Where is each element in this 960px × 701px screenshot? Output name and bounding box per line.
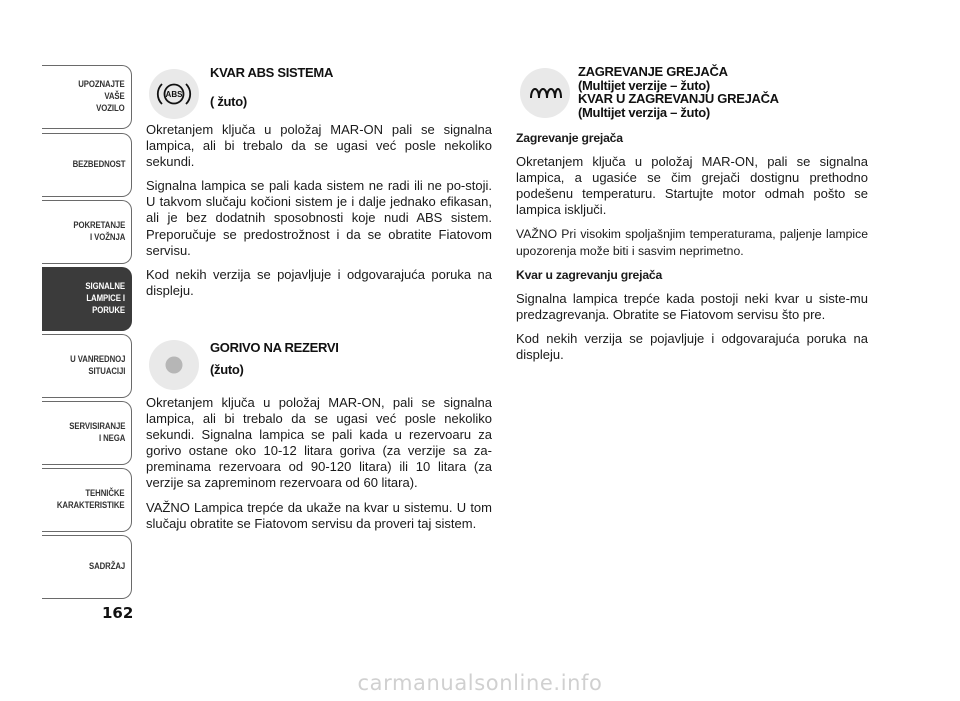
fuel-paragraph: VAŽNO Lampica trepće da ukaže na kvar u sistemu. U tom slučaju obratite se Fiatovom servisu da proveri taj sistem. [146,499,492,531]
glow-subheading: Zagrevanje grejača [516,131,623,145]
fuel-color-note: (žuto) [210,362,244,378]
tab-label: SADRŽAJ [88,561,125,572]
tab-sadrzaj[interactable] [42,535,132,599]
tab-bezbednost[interactable] [42,133,132,197]
tab-label: POKRETANJE I VOŽNJA [73,220,125,243]
abs-title: KVAR ABS SISTEMA [210,65,334,80]
abs-paragraph: Okretanjem ključa u položaj MAR-ON pali se signalna lampica, ali bi trebalo da se ugasi već posle nekoliko sekundi. [146,122,492,170]
glow-section-header [516,64,868,130]
tab-label: SIGNALNE LAMPICE I PORUKE [85,281,125,316]
glow-title-line: KVAR U ZAGREVANJU GREJAČA [578,91,779,106]
tab-label: BEZBEDNOST [72,159,125,170]
tab-tehnicke-karakteristike[interactable] [42,468,132,532]
abs-section-header [146,64,492,122]
glow-paragraph: Signalna lampica trepće kada postoji neki kvar u siste-mu predzagrevanja. Obratite se Fiatovom servisu što pre. [516,290,868,322]
glow-title-line: (Multijet verzija – žuto) [578,104,710,120]
glow-paragraph: Kod nekih verzija se pojavljuje i odgovarajuća poruka na displeju. [516,330,868,363]
abs-color-note: ( žuto) [210,93,247,109]
right-column [516,64,868,363]
fuel-paragraph: Okretanjem ključa u položaj MAR-ON, pali se signalna lampica, ali bi trebalo da se ugasi već posle nekoliko sekundi. Signalna lampica se pali kada u rezervoaru za gorivo ostane oko 10-12 litara goriva (za verzije sa za-preminama rezervoara od 90-120 litara) ili 10 litara (za verzije sa zapreminom rezervoara od 60 litara). [146,394,492,491]
glow-title-line: (Multijet verzije – žuto) [578,77,710,93]
fuel-reserve-icon [149,340,199,390]
tab-u-vanrednoj-situaciji[interactable] [42,334,132,398]
glow-subheading: Kvar u zagrevanju grejača [516,267,663,282]
glow-note: VAŽNO Pri visokim spoljašnjim temperaturama, paljenje lampice upozorenja može biti i sasvim neprimetno. [516,227,868,258]
tab-signalne-lampice-i-poruke[interactable] [42,267,132,331]
svg-text:ABS: ABS [165,90,183,99]
fuel-title: GORIVO NA REZERVI [210,339,339,355]
glow-title-line: ZAGREVANJE GREJAČA [578,64,728,79]
tab-label: SERVISIRANJE I NEGA [68,421,125,444]
page-number: 162 [102,604,134,622]
glow-plug-icon [520,68,570,118]
abs-paragraph: Kod nekih verzija se pojavljuje i odgovarajuća poruka na displeju. [146,266,492,298]
tab-label: U VANREDNOJ SITUACIJI [69,354,125,377]
tab-pokretanje-i-voznja[interactable] [42,200,132,264]
watermark: carmanualsonline.info [357,671,603,695]
glow-paragraph: Okretanjem ključa u položaj MAR-ON, pali se signalna lampica, a ugasiće se čim grejači dostignu prethodno podešenu temperaturu. Startujte motor odmah pošto se lampica isključi. [516,154,868,218]
abs-warning-icon [149,69,199,119]
tab-label: UPOZNAJTE VAŠE VOZILO [78,79,125,114]
tab-label: TEHNIČKE KARAKTERISTIKE [57,488,125,511]
abs-paragraph: Signalna lampica se pali kada sistem ne radi ili ne po-stoji. U takvom slučaju kočioni sistem je i dalje jednako efikasan, ali je bez dodatnih sposobnosti koje nudi ABS sistem. Preporučuje se predostrožnost i da se obratite Fiatovom servisu. [146,178,492,258]
tab-servisiranje-i-nega[interactable] [42,401,132,465]
tab-upoznajte-vase-vozilo[interactable] [42,65,132,129]
left-column [146,64,492,532]
fuel-section-header [146,337,492,395]
